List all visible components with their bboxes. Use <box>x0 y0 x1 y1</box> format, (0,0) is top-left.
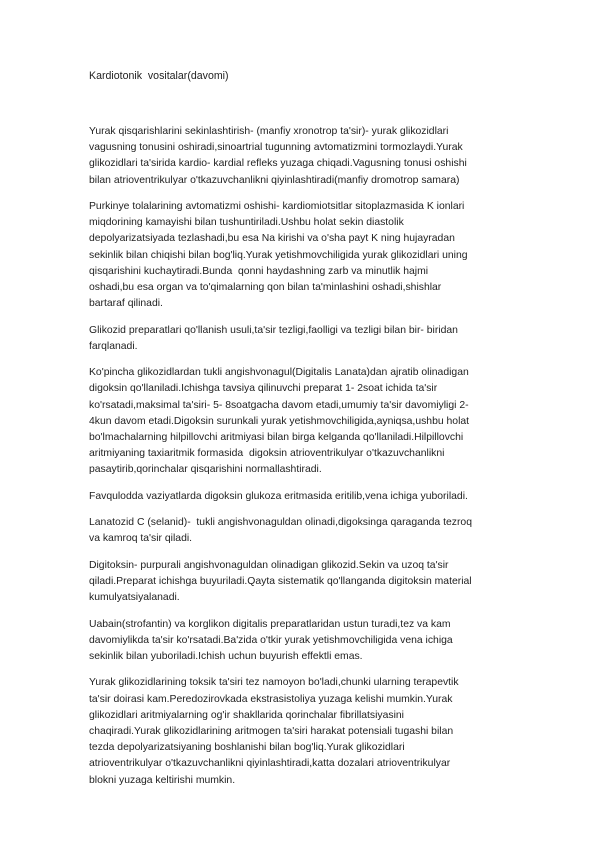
text-line: Favqulodda vaziyatlarda digoksin glukoza eritmasida eritilib,vena ichiga yuboriladi. <box>89 490 468 502</box>
text-line: ko'rsatadi,maksimal ta'siri- 5- 8soatgacha davom etadi,umumiy ta'sir davomiyligi 2- <box>89 399 469 411</box>
text-line: pasaytirib,qorinchalar qisqarishini normallashtiradi. <box>89 464 322 476</box>
paragraph <box>89 558 519 607</box>
paragraph <box>89 515 519 547</box>
text-line: bartaraf qilinadi. <box>89 298 163 310</box>
text-line: blokni yuzaga keltirishi mumkin. <box>89 774 236 786</box>
text-line: Glikozid preparatlari qo'llanish usuli,ta'sir tezligi,faolligi va tezligi bilan bir- biridan <box>89 324 458 336</box>
text-line: glikozidlari ta'sirida kardio- kardial refleks yuzaga chiqadi.Vagusning tonusi oshishi <box>89 158 467 170</box>
text-line: farqlanadi. <box>89 340 138 352</box>
text-line: miqdorining kamayishi bilan tushuntiriladi.Ushbu holat sekin diastolik <box>89 217 404 229</box>
text-line: vagusning tonusini oshiradi,sinoartrial tugunning avtomatizmini tormozlaydi.Yurak <box>89 142 463 154</box>
text-line: oshadi,bu esa organ va to'qimalarning qon bilan ta'minlashini oshadi,shishlar <box>89 282 442 294</box>
text-line: Lanatozid C (selanid)- tukli angishvonaguldan olinadi,digoksinga qaraganda tezroq <box>89 517 472 529</box>
text-line: tezda depolyarizatsiyaning boshlanishi bilan bog'liq.Yurak glikozidlari <box>89 742 405 754</box>
document-body <box>89 124 519 799</box>
text-line: Uabain(strofantin) va korglikon digitalis preparatlaridan ustun turadi,tez va kam <box>89 618 451 630</box>
paragraph <box>89 489 519 505</box>
paragraph <box>89 124 519 189</box>
text-line: ta'sir doirasi kam.Peredozirovkada ekstrasistoliya yuzaga kelishi mumkin.Yurak <box>89 693 453 705</box>
paragraph <box>89 323 519 355</box>
text-line: Yurak qisqarishlarini sekinlashtirish- (manfiy xronotrop ta'sir)- yurak glikozidlari <box>89 126 449 137</box>
text-line: Ko'pincha glikozidlardan tukli angishvonagul(Digitalis Lanata)dan ajratib olinadigan <box>89 367 469 379</box>
text-line: digoksin qo'llaniladi.Ichishga tavsiya qilinuvchi preparat 1- 2soat ichida ta'sir <box>89 383 438 395</box>
paragraph <box>89 617 519 666</box>
text-line: kumulyatsiyalanadi. <box>89 592 180 604</box>
paragraph <box>89 365 519 478</box>
text-line: qiladi.Preparat ichishga buyuriladi.Qayta sistematik qo'llanganda digitoksin material <box>89 576 472 587</box>
text-line: Yurak glikozidlarining toksik ta'siri tez namoyon bo'ladi,chunki ularning terapevtik <box>89 677 459 689</box>
text-line: glikozidlari aritmiyalarning og'ir shakllarida qorinchalar fibrillatsiyasini <box>89 709 404 721</box>
text-line: qisqarishini kuchaytiradi.Bunda qonni haydashning zarb va minutlik hajmi <box>89 265 429 277</box>
paragraph <box>89 199 519 312</box>
text-line: chaqiradi.Yurak glikozidlarining aritmogen ta'siri harakat potensiali tugashi bilan <box>89 726 454 737</box>
text-line: va kamroq ta'sir qiladi. <box>89 533 193 545</box>
text-line: atrioventrikulyar o'tkazuvchanlikni qiyinlashtiradi,katta dozalari atrioventrikulyar <box>89 758 451 770</box>
text-line: Digitoksin- purpurali angishvonaguldan olinadigan glikozid.Sekin va uzoq ta'sir <box>89 559 449 571</box>
text-line: Purkinye tolalarining avtomatizmi oshishi- kardiomiotsitlar sitoplazmasida K ionlari <box>89 201 465 212</box>
document-title: Kardiotonik vositalar(davomi) <box>89 70 229 82</box>
text-line: bo'lmachalarning hilpillovchi aritmiyasi bilan birga kelganda qo'llaniladi.Hilpillovchi <box>89 432 464 444</box>
text-line: 4kun davom etadi.Digoksin surunkali yurak yetishmovchiligida,ayniqsa,ushbu holat <box>89 415 470 427</box>
text-line: sekinlik bilan yuboriladi.Ichish uchun buyurish effektli emas. <box>89 651 363 662</box>
paragraph <box>89 675 519 788</box>
text-line: bilan atrioventrikulyar o'tkazuvchanlikni qiyinlashtiradi(manfiy dromotrop samara) <box>89 174 460 186</box>
text-line: sekinlik bilan chiqishi bilan bog'liq.Yurak yetishmovchiligida yurak glikozidlari uning <box>89 249 468 261</box>
text-line: aritmiyaning taxiaritmik formasida digoksin atrioventrikulyar o'tkazuvchanlikni <box>89 448 445 460</box>
text-line: davomiylikda ta'sir ko'rsatadi.Ba'zida o'tkir yurak yetishmovchiligida vena ichiga <box>89 634 453 646</box>
text-line: depolyarizatsiyada tezlashadi,bu esa Na kirishi va o'sha payt K ning hujayradan <box>89 233 455 245</box>
